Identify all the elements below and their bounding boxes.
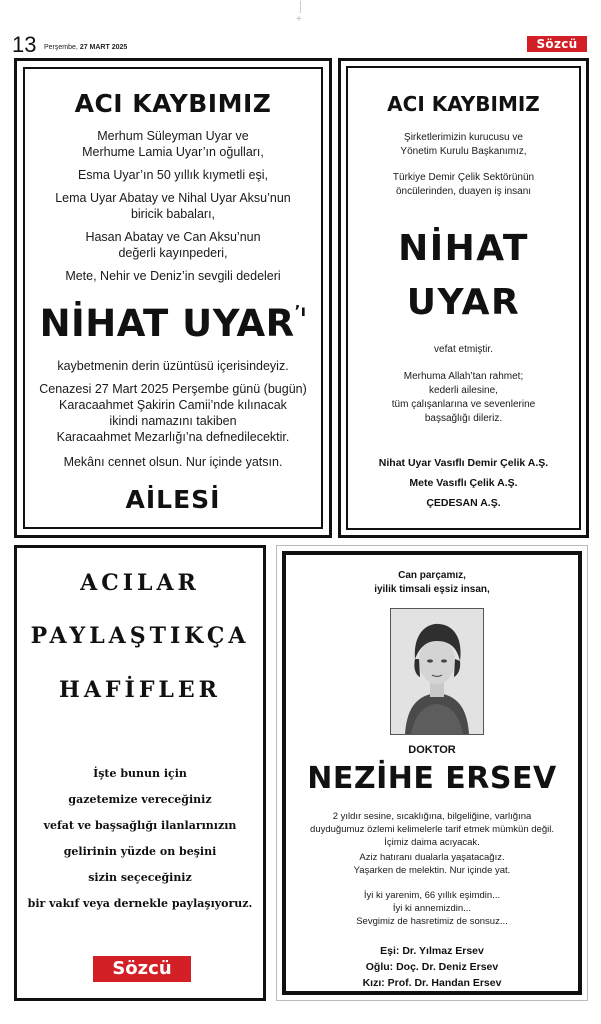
company-name: Mete Vasıflı Çelik A.Ş. bbox=[409, 477, 518, 489]
announcement-heading: PAYLAŞTIKÇA bbox=[30, 623, 250, 649]
family-member: Kızı: Prof. Dr. Handan Ersev bbox=[362, 977, 502, 989]
obituary-notice-company bbox=[338, 58, 589, 538]
notice-line: Esma Uyar’ın 50 yıllık kıymetli eşi, bbox=[77, 168, 269, 182]
notice-line: kaybetmenin derin üzüntüsü içerisindeyiz. bbox=[57, 359, 289, 373]
notice-title: ACI KAYBIMIZ bbox=[387, 92, 540, 116]
notice-line: İyi ki yarenim, 66 yıllık eşimdin... bbox=[363, 890, 501, 901]
announcement-line: gazetemize vereceğiniz bbox=[68, 793, 212, 806]
notice-line: Merhum Süleyman Uyar ve bbox=[97, 129, 249, 143]
deceased-name: NEZİHE ERSEV bbox=[307, 761, 557, 796]
notice-line: Yaşarken de melektin. Nur içinde yat. bbox=[353, 865, 511, 876]
obituary-notice-uyar-family bbox=[14, 58, 332, 538]
notice-inner-border bbox=[23, 67, 323, 529]
notice-line: duyduğumuz özlemi kelimelerle tarif etmek mümkün değil. bbox=[310, 824, 554, 835]
company-name: ÇEDESAN A.Ş. bbox=[426, 497, 501, 509]
family-member: Eşi: Dr. Yılmaz Ersev bbox=[380, 945, 484, 957]
crop-mark-icon: + bbox=[296, 14, 302, 25]
name-suffix: ’ı bbox=[294, 302, 307, 320]
notice-line: kederli ailesine, bbox=[429, 385, 498, 396]
notice-line: Aziz hatıranı dualarla yaşatacağız. bbox=[359, 852, 505, 863]
notice-line: Merhume Lamia Uyar’ın oğulları, bbox=[82, 145, 264, 159]
notice-line: Karacaahmet Mezarlığı’na defnedilecektir. bbox=[56, 430, 290, 444]
announcement-heading: HAFİFLER bbox=[59, 677, 221, 703]
dateline-day: Perşembe, bbox=[44, 44, 78, 51]
dateline bbox=[44, 44, 127, 51]
announcement-line: bir vakıf veya dernekle paylaşıyoruz. bbox=[27, 897, 253, 910]
notice-line: 2 yıldır sesine, sıcaklığına, bilgeliğine, varlığına bbox=[332, 811, 532, 822]
notice-inner-border bbox=[282, 551, 582, 995]
announcement-heading: ACILAR bbox=[80, 570, 200, 596]
notice-line: tüm çalışanlarına ve sevenlerine bbox=[391, 399, 536, 410]
notice-line: Merhuma Allah’tan rahmet; bbox=[403, 371, 524, 382]
notice-line: Şirketlerimizin kurucusu ve bbox=[404, 132, 523, 143]
notice-inner-border bbox=[346, 66, 581, 530]
crop-mark-icon: │ bbox=[298, 2, 305, 13]
notice-title: ACI KAYBIMIZ bbox=[74, 89, 272, 118]
announcement-line: vefat ve başsağlığı ilanlarınızın bbox=[43, 819, 237, 832]
notice-line: Türkiye Demir Çelik Sektörünün bbox=[392, 172, 535, 183]
dateline-date: 27 MART 2025 bbox=[79, 44, 128, 51]
company-name: Nihat Uyar Vasıflı Demir Çelik A.Ş. bbox=[378, 457, 549, 469]
notice-line: değerli kayınpederi, bbox=[118, 246, 228, 260]
obituary-notice-ersev bbox=[276, 545, 588, 1001]
notice-line: öncülerinden, duayen iş insanı bbox=[395, 186, 532, 197]
notice-line: ikindi namazını takiben bbox=[109, 414, 237, 428]
deceased-title: DOKTOR bbox=[408, 744, 456, 756]
notice-line: Yönetim Kurulu Başkanımız, bbox=[400, 146, 527, 157]
deceased-first-name: NİHAT bbox=[398, 228, 529, 269]
notice-line: biricik babaları, bbox=[130, 207, 216, 221]
notice-line: Lema Uyar Abatay ve Nihal Uyar Aksu’nun bbox=[55, 191, 291, 205]
notice-line: başsağlığı dileriz. bbox=[424, 413, 503, 424]
notice-signature: AİLESİ bbox=[125, 485, 221, 514]
sozcu-logo: Sözcü bbox=[93, 956, 191, 982]
notice-line: Cenazesi 27 Mart 2025 Perşembe günü (bugün) bbox=[39, 382, 307, 396]
notice-line: Mekânı cennet olsun. Nur içinde yatsın. bbox=[63, 455, 283, 469]
notice-line: vefat etmiştir. bbox=[434, 344, 493, 355]
deceased-last-name: UYAR bbox=[406, 282, 521, 323]
notice-line: İyi ki annemizdin... bbox=[392, 903, 472, 914]
announcement-line: İşte bunun için bbox=[93, 767, 187, 780]
deceased-name bbox=[25, 302, 321, 345]
notice-intro: iyilik timsali eşsiz insan, bbox=[374, 584, 490, 595]
portrait-image bbox=[391, 609, 483, 734]
family-member: Oğlu: Doç. Dr. Deniz Ersev bbox=[365, 961, 499, 973]
notice-line: Mete, Nehir ve Deniz’in sevgili dedeleri bbox=[65, 269, 281, 283]
notice-line: İçimiz daima acıyacak. bbox=[384, 837, 480, 848]
notice-line: Hasan Abatay ve Can Aksu’nun bbox=[85, 230, 261, 244]
announcement-line: gelirinin yüzde on beşini bbox=[63, 845, 217, 858]
portrait-photo bbox=[390, 608, 484, 735]
deceased-name-text: NİHAT UYAR bbox=[39, 302, 295, 345]
newspaper-announcement bbox=[14, 545, 266, 1001]
notice-line: Sevgimiz de hasretimiz de sonsuz... bbox=[356, 916, 508, 927]
announcement-line: sizin seçeceğiniz bbox=[88, 871, 192, 884]
page-number: 13 bbox=[12, 32, 37, 57]
notice-line: Karacaahmet Şakirin Camii’nde kılınacak bbox=[59, 398, 287, 412]
notice-intro: Can parçamız, bbox=[398, 570, 466, 581]
sozcu-logo: Sözcü bbox=[527, 36, 587, 52]
